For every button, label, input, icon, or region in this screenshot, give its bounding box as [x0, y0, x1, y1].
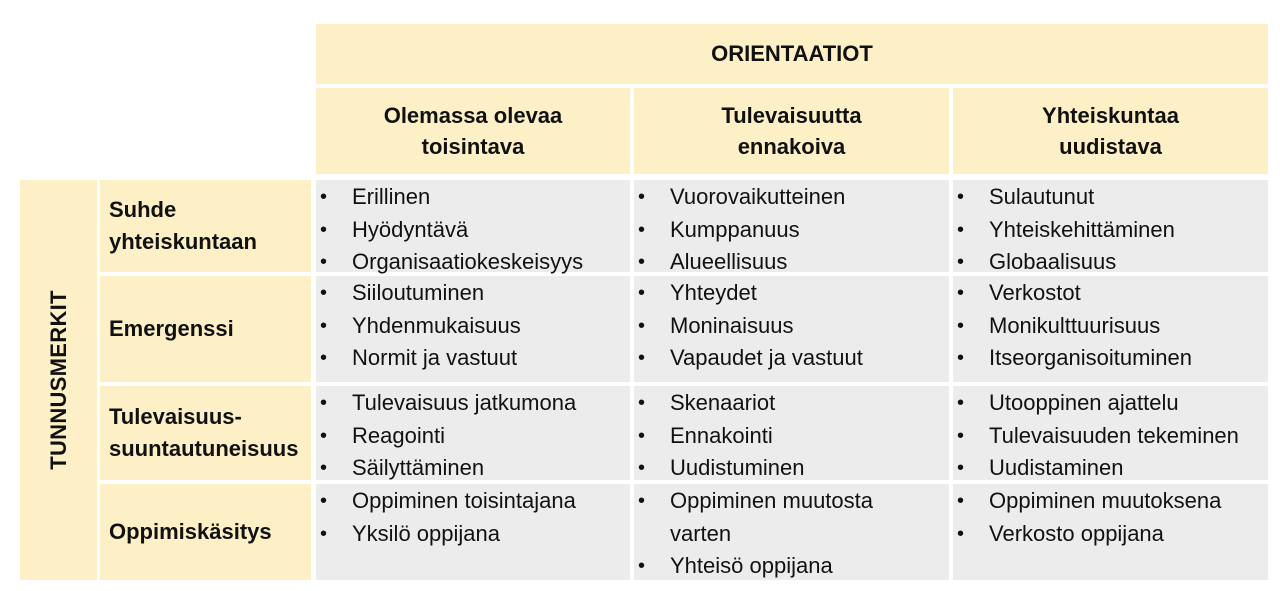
cell-r2-c2 — [634, 276, 949, 382]
column-header-1 — [316, 88, 630, 174]
bullet-list — [634, 387, 949, 485]
list-item: • Hyödyntävä — [316, 214, 630, 247]
list-item: • Uudistaminen — [953, 452, 1268, 485]
list-item: • Reagointi — [316, 420, 630, 453]
list-item: • Oppiminen toisintajana — [316, 485, 630, 518]
row-label-relation-to-society — [100, 180, 311, 272]
bullet-list — [316, 485, 630, 550]
bullet-list — [634, 277, 949, 375]
column-header-2-line1: Tulevaisuutta — [721, 103, 862, 128]
list-item: • Yhteiskehittäminen — [953, 214, 1268, 247]
row-label-future-orientation — [100, 386, 311, 480]
list-item: • Monikulttuurisuus — [953, 310, 1268, 343]
list-item: • Verkostot — [953, 277, 1268, 310]
column-header-1-line2: toisintava — [421, 134, 525, 159]
list-item: • Säilyttäminen — [316, 452, 630, 485]
list-item: • Skenaariot — [634, 387, 949, 420]
cell-r4-c1 — [316, 484, 630, 580]
orientations-title: ORIENTAATIOT — [711, 41, 873, 66]
list-item: • Ennakointi — [634, 420, 949, 453]
bullet-list — [316, 277, 630, 375]
cell-r4-c2 — [634, 484, 949, 580]
bullet-list — [316, 387, 630, 485]
bullet-list — [953, 277, 1268, 375]
row-label-1-line2: yhteiskuntaan — [109, 229, 257, 254]
column-header-3 — [953, 88, 1268, 174]
bullet-list — [953, 181, 1268, 279]
cell-r3-c3 — [953, 386, 1268, 480]
list-item: • Globaalisuus — [953, 246, 1268, 279]
list-item: • Kumppanuus — [634, 214, 949, 247]
list-item: • Itseorganisoituminen — [953, 342, 1268, 375]
column-header-1-line1: Olemassa olevaa — [383, 103, 563, 128]
cell-r4-c3 — [953, 484, 1268, 580]
list-item: • Organisaatiokeskeisyys — [316, 246, 630, 279]
bullet-list — [953, 387, 1268, 485]
cell-r2-c3 — [953, 276, 1268, 382]
list-item: • Utooppinen ajattelu — [953, 387, 1268, 420]
cell-r3-c1 — [316, 386, 630, 480]
cell-r1-c3 — [953, 180, 1268, 272]
list-item: • Uudistuminen — [634, 452, 949, 485]
row-label-3-line1: Tulevaisuus- — [109, 404, 242, 429]
row-label-learning-concept — [100, 484, 311, 580]
row-label-2-line1: Emergenssi — [109, 316, 234, 341]
column-header-2 — [634, 88, 949, 174]
row-label-1-line1: Suhde — [109, 197, 177, 222]
bullet-list — [634, 181, 949, 279]
list-item: • Sulautunut — [953, 181, 1268, 214]
column-header-3-line1: Yhteiskuntaa — [1042, 103, 1179, 128]
bullet-list — [634, 485, 949, 583]
list-item: • Vuorovaikutteinen — [634, 181, 949, 214]
list-item: • Verkosto oppijana — [953, 518, 1268, 551]
list-item: • Normit ja vastuut — [316, 342, 630, 375]
cell-r1-c1 — [316, 180, 630, 272]
row-label-3-line2: suuntautuneisuus — [109, 436, 299, 461]
list-item: • Siiloutuminen — [316, 277, 630, 310]
list-item: • Yhdenmukaisuus — [316, 310, 630, 343]
cell-r2-c1 — [316, 276, 630, 382]
bullet-list — [316, 181, 630, 279]
list-item: • Yhteisö oppijana — [634, 550, 949, 583]
characteristics-side-header — [20, 180, 97, 580]
list-item: • Oppiminen muutoksena — [953, 485, 1268, 518]
row-label-4-line1: Oppimiskäsitys — [109, 519, 272, 544]
bullet-list — [953, 485, 1268, 550]
list-item: • Tulevaisuus jatkumona — [316, 387, 630, 420]
list-item: • Erillinen — [316, 181, 630, 214]
orientations-header — [316, 24, 1268, 84]
cell-r1-c2 — [634, 180, 949, 272]
column-header-2-line2: ennakoiva — [737, 134, 846, 159]
characteristics-title: TUNNUSMERKIT — [45, 290, 71, 470]
list-item: • Yhteydet — [634, 277, 949, 310]
cell-r3-c2 — [634, 386, 949, 480]
list-item: • Moninaisuus — [634, 310, 949, 343]
list-item: • Tulevaisuuden tekeminen — [953, 420, 1268, 453]
list-item: • Vapaudet ja vastuut — [634, 342, 949, 375]
list-item: • Oppiminen muutosta varten — [634, 485, 890, 550]
list-item: • Yksilö oppijana — [316, 518, 630, 551]
list-item: • Alueellisuus — [634, 246, 949, 279]
row-label-emergence — [100, 276, 311, 382]
column-header-3-line2: uudistava — [1059, 134, 1162, 159]
